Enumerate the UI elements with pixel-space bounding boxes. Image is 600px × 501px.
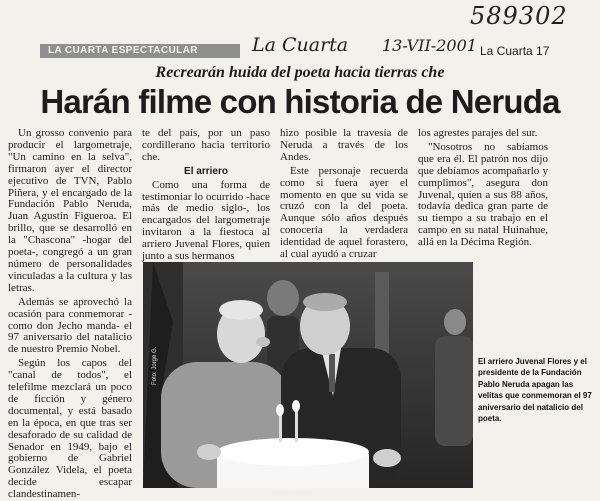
text-column-4 bbox=[418, 128, 548, 262]
photo-illustration bbox=[143, 262, 473, 488]
page-reference: La Cuarta 17 bbox=[480, 44, 550, 58]
text-column-3 bbox=[280, 127, 408, 261]
article-headline: Harán filme con historia de Neruda bbox=[40, 83, 560, 120]
photo-credit: Foto: Jorge G. bbox=[152, 346, 158, 385]
paragraph: hizo posible la travesía de Neruda a través de los Andes. bbox=[280, 127, 408, 163]
archive-number: 589302 bbox=[470, 2, 568, 30]
paragraph: te del país, por un paso cordillerano hacia territorio che. bbox=[142, 127, 270, 163]
paragraph: Según los capos del "canal de todos", el telefilme mezclará un poco de ficción y género documental, y está basado en la época, en que tras ser desaforado de su calidad de Senador en 1949, bajo el gobierno de Gabriel González Videla, el poeta decide escapar clandestinamen- bbox=[8, 357, 132, 501]
newspaper-name-handwritten: La Cuarta bbox=[252, 34, 349, 56]
paragraph: Este personaje recuerda como si fuera ayer el momento en que su vida se cruzó con la del poeta. Aunque sólo años después conocería la verdadera identidad de aquel forastero, al cual ayudó a cruzar bbox=[280, 164, 408, 261]
text-column-2 bbox=[142, 127, 270, 263]
paragraph: los agrestes parajes del sur. bbox=[418, 127, 538, 139]
text-column-1 bbox=[8, 127, 132, 501]
paragraph: "Nosotros no sabíamos que era él. El patrón nos dijo que debíamos acompañarlo y cumplimos", asegura don Juvenal, quien a sus 88 años, todavía dedica gran parte de su tiempo a su trabajo en el campo en su natal Huinahue, allá en la Décima Región. bbox=[418, 140, 548, 249]
news-photo bbox=[143, 262, 473, 488]
section-band: LA CUARTA ESPECTACULAR bbox=[40, 44, 240, 58]
article-kicker: Recrearán huida del poeta hacia tierras che bbox=[155, 64, 445, 81]
paragraph: Además se aprovechó la ocasión para conmemorar -como don Jecho manda- el 97 aniversario del natalicio de nuestro Premio Nobel. bbox=[8, 295, 132, 356]
paragraph: Como una forma de testimoniar lo ocurrido -hace más de medio siglo-, los encargados del largometraje invitaron a la fiestoca al arriero Juvenal Flores, quien junto a sus hermanos bbox=[142, 178, 270, 263]
clip-date: 13-VII-2001 bbox=[382, 36, 477, 55]
subheading: El arriero bbox=[184, 165, 228, 177]
photo-caption: El arriero Juvenal Flores y el presidente de la Fundación Pablo Neruda apagan las velitas que conmemoran el 97 aniversario del natalicio del poeta. bbox=[478, 357, 592, 424]
paragraph: Un grosso convenio para producir el largometraje, "Un camino en la selva", firmaron ayer el director ejecutivo de TVN, Pablo Piñera, y el encargado de la Fundación Pablo Neruda, Juan Agustín Figueroa. El brillo, que se desarrolló en la "Chascona" -hogar del poeta-, congregó a un gran número de personalidades vinculadas a la cultura y las letras. bbox=[8, 127, 132, 294]
